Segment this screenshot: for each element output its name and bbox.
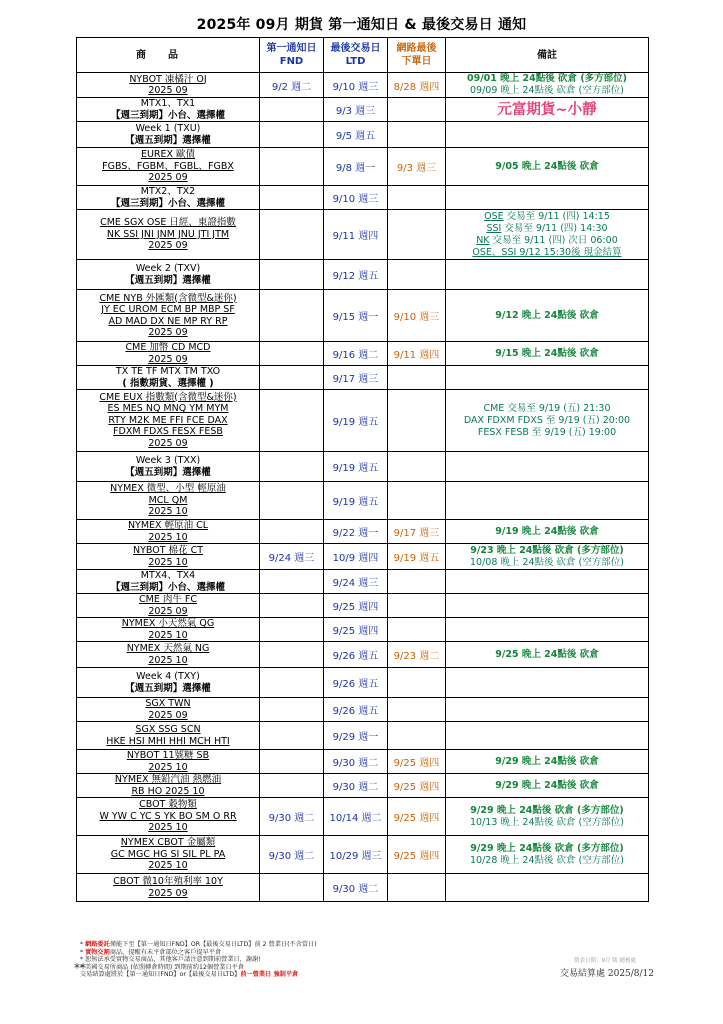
fnd-cell xyxy=(260,260,324,290)
product-line: GC MGC HG SI SIL PL PA xyxy=(110,848,226,860)
product-line: FDXM FDXS FESX FESB xyxy=(113,426,223,438)
product-cell xyxy=(77,874,260,902)
footnote-segment: 實物交割 xyxy=(85,948,110,956)
table-row xyxy=(77,570,649,594)
fnd-cell xyxy=(260,122,324,148)
ltd-cell: 9/26 週五 xyxy=(324,668,388,698)
product-cell xyxy=(77,260,260,290)
product-line: Week 1 (TXU) xyxy=(135,123,201,134)
product-cell xyxy=(77,210,260,260)
note-line: 9/25 晚上 24點後 砍倉 xyxy=(495,648,599,660)
ltd-cell: 9/29 週一 xyxy=(324,722,388,750)
product-line: 【週三到期】小台、選擇權 xyxy=(110,581,225,593)
product-cell xyxy=(77,520,260,544)
note-cell xyxy=(446,874,649,902)
product-line: NYBOT 棉花 CT xyxy=(132,545,204,556)
ltd-cell: 9/30 週二 xyxy=(324,774,388,798)
ltd-cell: 9/30 週二 xyxy=(324,874,388,902)
ltd-cell: 9/12 週五 xyxy=(324,260,388,290)
fnd-cell: 9/30 週二 xyxy=(260,836,324,874)
note-cell xyxy=(446,594,649,618)
last-order-cell: 9/23 週二 xyxy=(388,642,446,668)
header-ltd-line2: LTD xyxy=(345,56,366,67)
note-underline: NK xyxy=(476,234,490,246)
note-line: FESX FESB 至 9/19 (五) 19:00 xyxy=(477,426,617,438)
last-order-cell: 9/25 週四 xyxy=(388,774,446,798)
header-last-line1: 網路最後 xyxy=(396,43,437,54)
note-line: 9/29 晚上 24點後 砍倉 (多方部位) xyxy=(470,842,624,854)
header-fnd-line1: 第一通知日 xyxy=(266,43,317,54)
product-cell xyxy=(77,390,260,452)
note-cell xyxy=(446,186,649,210)
product-cell xyxy=(77,482,260,520)
product-line: MTX1、TX1 xyxy=(140,98,196,109)
fnd-cell xyxy=(260,520,324,544)
last-order-cell xyxy=(388,482,446,520)
product-line: 2025 09 xyxy=(148,887,188,899)
note-line: 10/13 晚上 24點後 砍倉 (空方部位) xyxy=(470,816,624,828)
footnote-segment: * xyxy=(80,948,86,956)
product-line: NK SSI JNI JNM JNU JTI JTM xyxy=(106,228,230,240)
product-line: NYMEX 小天然氣 QG xyxy=(121,618,215,629)
last-order-cell: 9/10 週三 xyxy=(388,290,446,342)
ltd-cell: 9/8 週一 xyxy=(324,148,388,186)
product-line: 2025 09 xyxy=(148,172,188,184)
product-cell xyxy=(77,774,260,798)
product-line: 【週五到期】選擇權 xyxy=(125,466,211,478)
note-line: 元富期貨~小靜 xyxy=(497,101,597,118)
footnote-segment: 商品，提醒有未平倉部位之客戶提早平倉 xyxy=(109,948,222,956)
header-last-order xyxy=(388,38,446,73)
table-row xyxy=(77,594,649,618)
table-row xyxy=(77,452,649,482)
note-cell xyxy=(446,290,649,342)
product-line: 2025 10 xyxy=(148,761,188,773)
table-row xyxy=(77,750,649,774)
stamp: 製表日期：9月 版 總務處 xyxy=(574,958,636,964)
product-line: CBOT 微10年殖利率 10Y xyxy=(113,876,223,887)
footnote-line xyxy=(80,956,540,964)
product-line: CME NYB 外匯類(含微型&迷你) xyxy=(99,292,237,304)
table-row xyxy=(77,290,649,342)
product-cell xyxy=(77,366,260,390)
product-line: 2025 09 xyxy=(148,709,188,721)
ltd-cell: 9/5 週五 xyxy=(324,122,388,148)
last-order-cell: 9/11 週四 xyxy=(388,342,446,366)
note-cell xyxy=(446,260,649,290)
table-row xyxy=(77,148,649,186)
product-line: 【週五到期】選擇權 xyxy=(125,274,211,286)
table-row xyxy=(77,874,649,902)
footnote-segment: 前一營業日 強制平倉 xyxy=(240,971,299,979)
fnd-cell xyxy=(260,482,324,520)
product-line: MTX4、TX4 xyxy=(140,570,196,581)
ltd-cell: 9/19 週五 xyxy=(324,482,388,520)
footnote-segment: 網路委託 xyxy=(85,941,110,948)
footnote-segment: * xyxy=(80,941,86,948)
table-row xyxy=(77,618,649,642)
last-order-cell xyxy=(388,722,446,750)
product-line: W YW C YC S YK BO SM O RR xyxy=(99,810,237,822)
table-row xyxy=(77,836,649,874)
fnd-cell xyxy=(260,390,324,452)
note-cell xyxy=(446,390,649,452)
note-line: 9/29 晚上 24點後 砍倉 xyxy=(495,755,599,767)
product-line: 2025 10 xyxy=(148,506,188,518)
product-line: Week 3 (TXX) xyxy=(135,455,201,466)
product-line: 2025 10 xyxy=(148,654,188,666)
last-order-cell: 9/3 週三 xyxy=(388,148,446,186)
note-line: 9/19 晚上 24點後 砍倉 xyxy=(495,525,599,537)
product-line: 【週三到期】小台、選擇權 xyxy=(110,109,225,121)
fnd-cell: 9/24 週三 xyxy=(260,544,324,570)
footnote-line xyxy=(80,971,540,979)
product-line: 2025 10 xyxy=(148,556,188,568)
product-line: Week 2 (TXV) xyxy=(135,263,201,274)
product-cell xyxy=(77,452,260,482)
note-line: 9/15 晚上 24點後 砍倉 xyxy=(495,347,599,359)
product-line: 2025 09 xyxy=(148,85,188,96)
product-cell xyxy=(77,698,260,722)
ltd-cell: 10/14 週二 xyxy=(324,798,388,836)
product-line: HKE HSI MHI HHI MCH HTI xyxy=(106,735,230,747)
last-order-cell xyxy=(388,668,446,698)
note-cell xyxy=(446,722,649,750)
table-row xyxy=(77,544,649,570)
table-row xyxy=(77,698,649,722)
product-line: EUREX 歐債 xyxy=(140,149,196,161)
last-order-cell: 9/17 週三 xyxy=(388,520,446,544)
product-line: 【週五到期】選擇權 xyxy=(125,134,211,146)
product-line: NYMEX 輕原油 CL xyxy=(127,520,209,531)
product-line: 2025 09 xyxy=(148,327,188,338)
last-order-cell: 8/28 週四 xyxy=(388,73,446,98)
note-cell xyxy=(446,618,649,642)
product-line: MTX2、TX2 xyxy=(140,186,196,197)
last-order-cell xyxy=(388,186,446,210)
note-line xyxy=(447,247,647,259)
note-line: 9/29 晚上 24點後 砍倉 (多方部位) xyxy=(470,804,624,816)
product-line: AD MAD DX NE MP RY RP xyxy=(108,315,228,327)
product-cell xyxy=(77,722,260,750)
product-line: CBOT 穀物類 xyxy=(139,799,197,811)
product-cell xyxy=(77,98,260,122)
product-line: Week 4 (TXY) xyxy=(136,671,200,682)
fnd-cell xyxy=(260,642,324,668)
fnd-cell xyxy=(260,774,324,798)
note-cell xyxy=(446,544,649,570)
note-cell xyxy=(446,122,649,148)
product-line: 2025 10 xyxy=(148,860,188,872)
fnd-cell xyxy=(260,570,324,594)
ltd-cell: 9/11 週四 xyxy=(324,210,388,260)
product-line: NYBOT 11號糖 SB xyxy=(126,750,210,761)
product-line: RTY M2K ME FFI FCE DAX xyxy=(108,414,228,426)
table-row xyxy=(77,260,649,290)
fnd-cell xyxy=(260,210,324,260)
fnd-cell xyxy=(260,98,324,122)
product-cell xyxy=(77,594,260,618)
fnd-cell xyxy=(260,668,324,698)
product-cell xyxy=(77,836,260,874)
note-cell xyxy=(446,668,649,698)
product-cell xyxy=(77,668,260,698)
product-line: 2025 09 xyxy=(148,437,188,449)
fnd-cell xyxy=(260,722,324,750)
product-line: 2025 10 xyxy=(148,531,188,543)
table-row xyxy=(77,722,649,750)
product-cell xyxy=(77,570,260,594)
last-order-cell xyxy=(388,98,446,122)
ltd-cell: 9/22 週一 xyxy=(324,520,388,544)
ltd-cell: 9/30 週二 xyxy=(324,750,388,774)
header-ltd-line1: 最後交易日 xyxy=(330,43,381,54)
product-line: CME 肉牛 FC xyxy=(139,594,197,605)
note-cell xyxy=(446,482,649,520)
note-line: 09/09 晚上 24點後 砍倉 (空方部位) xyxy=(470,85,624,96)
footnote-line xyxy=(80,941,540,949)
note-line: 9/29 晚上 24點後 砍倉 xyxy=(495,779,599,791)
product-line: CME EUX 指數類(含微型&迷你) xyxy=(99,391,237,403)
note-cell xyxy=(446,452,649,482)
product-line: 2025 09 xyxy=(148,240,188,252)
last-order-cell xyxy=(388,618,446,642)
table-row xyxy=(77,342,649,366)
note-cell xyxy=(446,210,649,260)
product-cell xyxy=(77,750,260,774)
footnote-segment: 交易結算處將於【第一通知日FND】or【最後交易日LTD】 xyxy=(80,971,241,979)
ltd-cell: 9/26 週五 xyxy=(324,642,388,668)
ltd-cell: 10/9 週四 xyxy=(324,544,388,570)
note-cell xyxy=(446,836,649,874)
product-line: JY EC UROM ECM BP MBP SF xyxy=(101,304,235,315)
fnd-cell xyxy=(260,698,324,722)
product-cell xyxy=(77,642,260,668)
note-cell xyxy=(446,342,649,366)
header-last-line2: 下單日 xyxy=(401,56,432,67)
last-order-cell xyxy=(388,366,446,390)
table-row xyxy=(77,122,649,148)
header-fnd xyxy=(260,38,324,73)
product-line: NYMEX 天然氣 NG xyxy=(126,643,210,654)
last-order-cell: 9/25 週四 xyxy=(388,798,446,836)
ltd-cell: 9/19 週五 xyxy=(324,390,388,452)
last-order-cell xyxy=(388,122,446,148)
product-line: 【週五到期】選擇權 xyxy=(125,682,211,694)
footnote-segment: * 恕無法承受實物交易商品，其他客戶請注意到期前營業日，謝謝! xyxy=(80,956,261,964)
fnd-cell xyxy=(260,618,324,642)
last-order-cell xyxy=(388,260,446,290)
note-cell xyxy=(446,73,649,98)
product-line: SGX SSG SCN xyxy=(135,724,201,735)
product-cell xyxy=(77,544,260,570)
table-row xyxy=(77,668,649,698)
last-order-cell xyxy=(388,874,446,902)
header-note: 備註 xyxy=(446,38,649,73)
note-cell xyxy=(446,366,649,390)
header-fnd-line2: FND xyxy=(279,56,304,67)
last-order-cell xyxy=(388,594,446,618)
table-row xyxy=(77,73,649,98)
note-underline: OSE xyxy=(484,210,504,222)
note-line: SSI 交易至 9/11 (四) 14:30 xyxy=(486,222,608,234)
ltd-cell: 9/3 週三 xyxy=(324,98,388,122)
last-order-cell: 9/25 週四 xyxy=(388,750,446,774)
product-line: 2025 09 xyxy=(148,353,188,365)
ltd-cell: 9/10 週三 xyxy=(324,186,388,210)
table-row xyxy=(77,186,649,210)
expiry-table xyxy=(76,37,649,902)
ltd-cell: 9/25 週四 xyxy=(324,618,388,642)
ltd-cell: 9/25 週四 xyxy=(324,594,388,618)
table-row xyxy=(77,482,649,520)
product-line: CME 加幣 CD MCD xyxy=(125,342,211,353)
product-line: RB HO 2025 10 xyxy=(131,785,205,797)
note-cell xyxy=(446,98,649,122)
last-order-cell xyxy=(388,698,446,722)
product-line: FGBS、FGBM、FGBL、FGBX xyxy=(102,160,234,172)
footnote-star: ** xyxy=(74,961,86,975)
ltd-cell: 9/10 週三 xyxy=(324,73,388,98)
footnote-segment: 僅能下至【第一通知日FND】OR【最後交易日LTD】前 2 營業日(不含當日) xyxy=(109,941,317,948)
fnd-cell xyxy=(260,290,324,342)
product-cell xyxy=(77,186,260,210)
fnd-cell xyxy=(260,342,324,366)
note-line: 10/08 晚上 24點後 砍倉 (空方部位) xyxy=(470,556,624,568)
table-row xyxy=(77,520,649,544)
fnd-cell: 9/30 週二 xyxy=(260,798,324,836)
product-cell xyxy=(77,148,260,186)
product-line: NYMEX 無鉛汽油 熱燃油 xyxy=(114,774,222,785)
note-line: 09/01 晚上 24點後 砍倉 (多方部位) xyxy=(466,73,628,84)
last-order-cell xyxy=(388,210,446,260)
note-line: OSE 交易至 9/11 (四) 14:15 xyxy=(484,210,610,222)
fnd-cell: 9/2 週二 xyxy=(260,73,324,98)
product-line: MCL QM xyxy=(148,494,188,506)
last-order-cell xyxy=(388,452,446,482)
note-line: 9/05 晚上 24點後 砍倉 xyxy=(495,160,599,172)
product-line: CME SGX OSE 日經、東證指數 xyxy=(100,217,236,229)
fnd-cell xyxy=(260,366,324,390)
ltd-cell: 9/17 週三 xyxy=(324,366,388,390)
note-cell xyxy=(446,642,649,668)
note-underline: OSE、SSI 9/12 15:30後 現金結算 xyxy=(472,246,622,258)
note-cell xyxy=(446,570,649,594)
product-line: NYBOT 凍橘汁 OJ xyxy=(129,73,207,85)
ltd-cell: 10/29 週三 xyxy=(324,836,388,874)
note-cell xyxy=(446,750,649,774)
ltd-cell: 9/19 週五 xyxy=(324,452,388,482)
note-cell xyxy=(446,520,649,544)
table-header-row xyxy=(77,38,649,73)
product-line: ES MES NQ MNQ YM MYM xyxy=(107,403,229,415)
product-cell xyxy=(77,618,260,642)
footnote-segment: * 美國交易所商品 (依照轉倉時間) 到期前約12個營業日平倉 xyxy=(80,963,245,971)
product-line: SGX TWN xyxy=(145,698,191,709)
signature: 交易結算處 2025/8/12 xyxy=(560,969,655,979)
note-cell xyxy=(446,148,649,186)
note-cell xyxy=(446,774,649,798)
fnd-cell xyxy=(260,594,324,618)
product-line: 2025 10 xyxy=(148,822,188,834)
note-line: 9/23 晚上 24點後 砍倉 (多方部位) xyxy=(470,544,624,556)
last-order-cell: 9/25 週四 xyxy=(388,836,446,874)
table-row xyxy=(77,366,649,390)
fnd-cell xyxy=(260,874,324,902)
product-line: 2025 09 xyxy=(148,605,188,617)
ltd-cell: 9/26 週五 xyxy=(324,698,388,722)
product-cell xyxy=(77,290,260,342)
product-cell xyxy=(77,342,260,366)
ltd-cell: 9/16 週二 xyxy=(324,342,388,366)
product-cell xyxy=(77,122,260,148)
note-line: 9/12 晚上 24點後 砍倉 xyxy=(495,309,599,321)
footnotes xyxy=(74,941,540,979)
fnd-cell xyxy=(260,148,324,186)
table-row xyxy=(77,642,649,668)
table-row xyxy=(77,390,649,452)
last-order-cell xyxy=(388,390,446,452)
last-order-cell: 9/19 週五 xyxy=(388,544,446,570)
fnd-cell xyxy=(260,750,324,774)
note-cell xyxy=(446,698,649,722)
note-line: CME 交易至 9/19 (五) 21:30 xyxy=(483,402,611,414)
header-product: 商品 xyxy=(77,38,260,73)
note-underline: SSI xyxy=(486,222,502,234)
table-row xyxy=(77,98,649,122)
note-cell xyxy=(446,798,649,836)
table-row xyxy=(77,210,649,260)
product-line: NYMEX 微型、小型 輕原油 xyxy=(110,483,226,495)
product-line: TX TE TF MTX TM TXO xyxy=(115,366,221,377)
product-line: ( 指數期貨、選擇權 ) xyxy=(122,377,214,389)
ltd-cell: 9/15 週一 xyxy=(324,290,388,342)
table-row xyxy=(77,774,649,798)
product-cell xyxy=(77,798,260,836)
page-title: 2025年 09月 期貨 第一通知日 & 最後交易日 通知 xyxy=(196,17,527,33)
product-line: 【週三到期】小台、選擇權 xyxy=(110,197,225,209)
note-line: 10/28 晚上 24點後 砍倉 (空方部位) xyxy=(470,854,624,866)
product-cell xyxy=(77,73,260,98)
last-order-cell xyxy=(388,570,446,594)
fnd-cell xyxy=(260,186,324,210)
note-line: NK 交易至 9/11 (四) 次日 06:00 xyxy=(476,234,618,246)
product-line: 2025 10 xyxy=(148,629,188,641)
ltd-cell: 9/24 週三 xyxy=(324,570,388,594)
table-row xyxy=(77,798,649,836)
product-line: NYMEX CBOT 金屬類 xyxy=(120,837,216,849)
note-line: DAX FDXM FDXS 至 9/19 (五) 20:00 xyxy=(463,414,631,426)
fnd-cell xyxy=(260,452,324,482)
header-ltd xyxy=(324,38,388,73)
